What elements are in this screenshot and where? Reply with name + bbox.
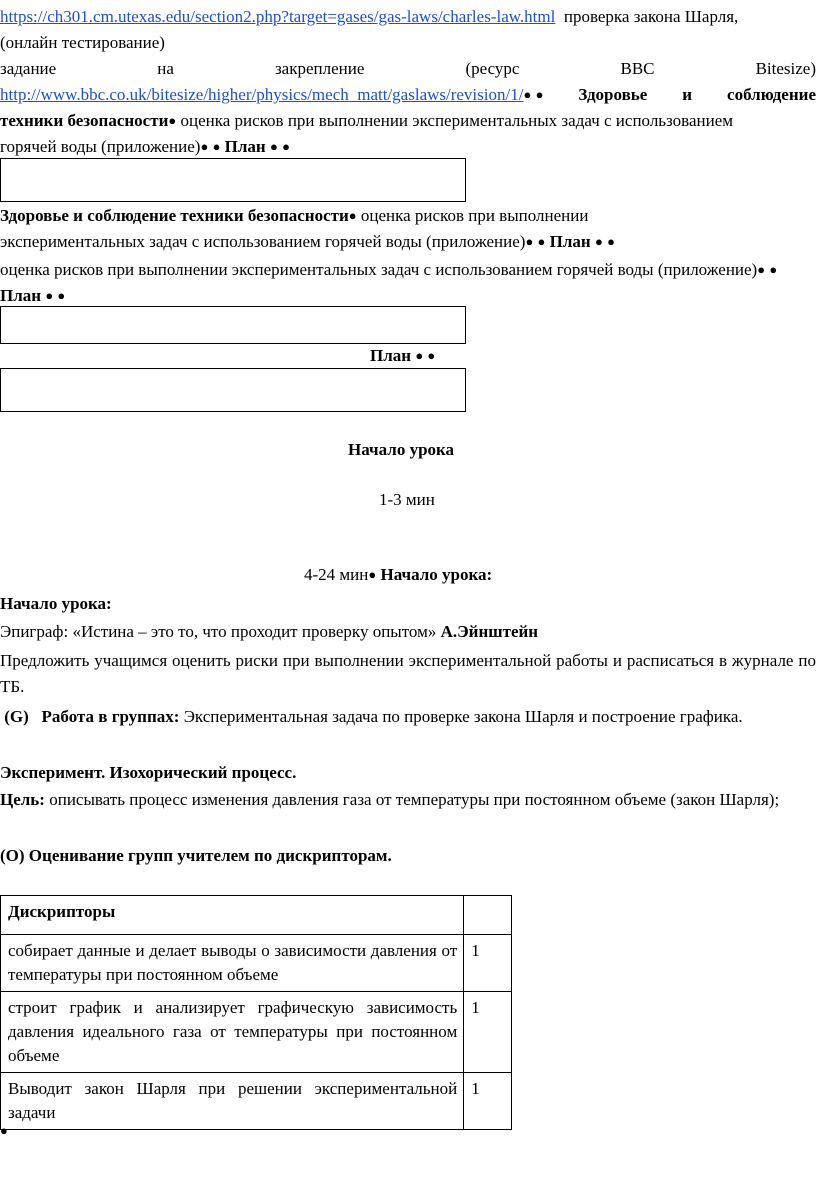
safety-heading: Здоровье и соблюдение техники безопасности (0, 206, 349, 225)
group-paragraph (0, 704, 816, 730)
start-label-2: Начало урока: (0, 594, 112, 613)
descriptor-text: строит график и анализирует графическую зависимость давления идеального газа от температуры при постоянном объеме (1, 992, 464, 1073)
url2-line: http://www.bbc.co.uk/bitesize/higher/physics/mech_matt/gaslaws/revision/1/● ● Здоровье и соблюдение (0, 82, 816, 108)
table-row (1, 935, 512, 992)
experiment-title: Эксперимент. Изохорический процесс. (0, 763, 297, 782)
descriptor-score: 1 (464, 1073, 512, 1130)
goal-label: Цель: (0, 790, 45, 809)
epigraph-author: А.Эйнштейн (440, 622, 539, 641)
table-row (1, 992, 512, 1073)
table-row (1, 896, 512, 935)
plan-label: План (0, 286, 42, 305)
bullet-icon: ● (537, 234, 546, 249)
bullet-icon: ● (57, 288, 66, 303)
lesson-start-title: Начало урока (348, 440, 455, 459)
charles-law-link[interactable]: https://ch301.cm.utexas.edu/section2.php?target=gases/gas-laws/charles-law.html (0, 7, 556, 26)
bbc-link[interactable]: http://www.bbc.co.uk/bitesize/higher/physics/mech_matt/gaslaws/revision/1/ (0, 85, 524, 104)
epigraph (0, 619, 816, 645)
time-2: 4-24 мин (304, 565, 369, 584)
trailing-bullet (0, 1118, 816, 1144)
time-2-line (304, 562, 816, 588)
task-line (0, 56, 816, 82)
bullet-icon: ● (594, 234, 603, 249)
bullet-icon: ● (200, 139, 209, 154)
goal-text: описывать процесс изменения давления газа от температуры при постоянном объеме (закон Шарля); (49, 790, 780, 809)
bullet-icon: ● (535, 87, 544, 102)
bullet-icon: ● (0, 1123, 8, 1138)
bullet-icon: ● (269, 139, 278, 154)
url1-note: проверка закона Шарля, (563, 7, 739, 26)
risk-paragraph: Предложить учащимся оценить риски при выполнении экспериментальной работы и расписаться в журнале по ТБ. (0, 651, 816, 696)
bullet-icon: ● (45, 288, 54, 303)
descriptor-score: 1 (464, 992, 512, 1073)
risk-block (0, 257, 816, 309)
group-tag: (G) (4, 707, 29, 726)
group-text: Экспериментальная задача по проверке закона Шарля и построение графика. (183, 707, 743, 726)
table-header-cell: Дискрипторы (1, 896, 464, 935)
task-word: задание (0, 59, 57, 78)
bullet-icon: ● (168, 113, 177, 128)
bullet-icon: ● (525, 234, 534, 249)
task-word: на (157, 59, 174, 78)
empty-box (0, 158, 466, 202)
bullet-icon: ● (523, 87, 532, 102)
safety-heading-part: Здоровье (578, 85, 648, 104)
epigraph-quote: «Истина – это то, что проходит проверку опытом» (72, 622, 437, 641)
bullet-icon: ● (427, 348, 436, 363)
descriptor-text: собирает данные и делает выводы о зависимости давления от температуры при постоянном объеме (1, 935, 464, 992)
bullet-icon: ● (607, 234, 615, 249)
bullet-icon: ● (368, 567, 377, 582)
bullet-icon: ● (282, 139, 290, 154)
task-word: BBC (620, 59, 655, 78)
empty-box (0, 368, 466, 412)
plan-label: План (549, 232, 591, 251)
task-word: закрепление (274, 59, 365, 78)
safety-block-2: Здоровье и соблюдение техники безопасности● оценка рисков при выполнении экспериментальных задач с использованием горячей воды (приложение)● ● План ● ● (0, 206, 615, 251)
bullet-icon: ● (212, 139, 221, 154)
risk-text: оценка рисков при выполнении экспериментальных задач с использованием горячей воды (приложение) (0, 260, 758, 279)
group-label: Работа в группах: (41, 707, 180, 726)
task-word: (ресурс (465, 59, 520, 78)
url1-note-2: (онлайн тестирование) (0, 33, 165, 52)
plan-line (370, 343, 816, 369)
bullet-icon: ● (769, 262, 778, 277)
safety-line-2: техники безопасности● оценка рисков при выполнении экспериментальных задач с использованием (0, 111, 734, 130)
descriptor-table (0, 895, 512, 1130)
epigraph-label: Эпиграф: (0, 622, 69, 641)
url1-paragraph (0, 4, 816, 56)
start-label: Начало урока: (380, 565, 493, 584)
bullet-icon: ● (348, 208, 357, 223)
table-header-cell (464, 896, 512, 935)
descriptor-text: Выводит закон Шарля при решении экспериментальной задачи (1, 1073, 464, 1130)
bullet-icon: ● (757, 262, 766, 277)
empty-box (0, 306, 466, 344)
descriptor-score: 1 (464, 935, 512, 992)
plan-label: План (370, 346, 412, 365)
time-1: 1-3 мин (379, 490, 435, 509)
bullet-icon: ● (415, 348, 424, 363)
goal-paragraph (0, 787, 816, 813)
safety-line-3: горячей воды (приложение)● ● План ● ● (0, 137, 290, 156)
task-word: Bitesize) (755, 59, 816, 78)
assessment-line: (О) Оценивание групп учителем по дискрипторам. (0, 846, 392, 865)
plan-label: План (224, 137, 266, 156)
